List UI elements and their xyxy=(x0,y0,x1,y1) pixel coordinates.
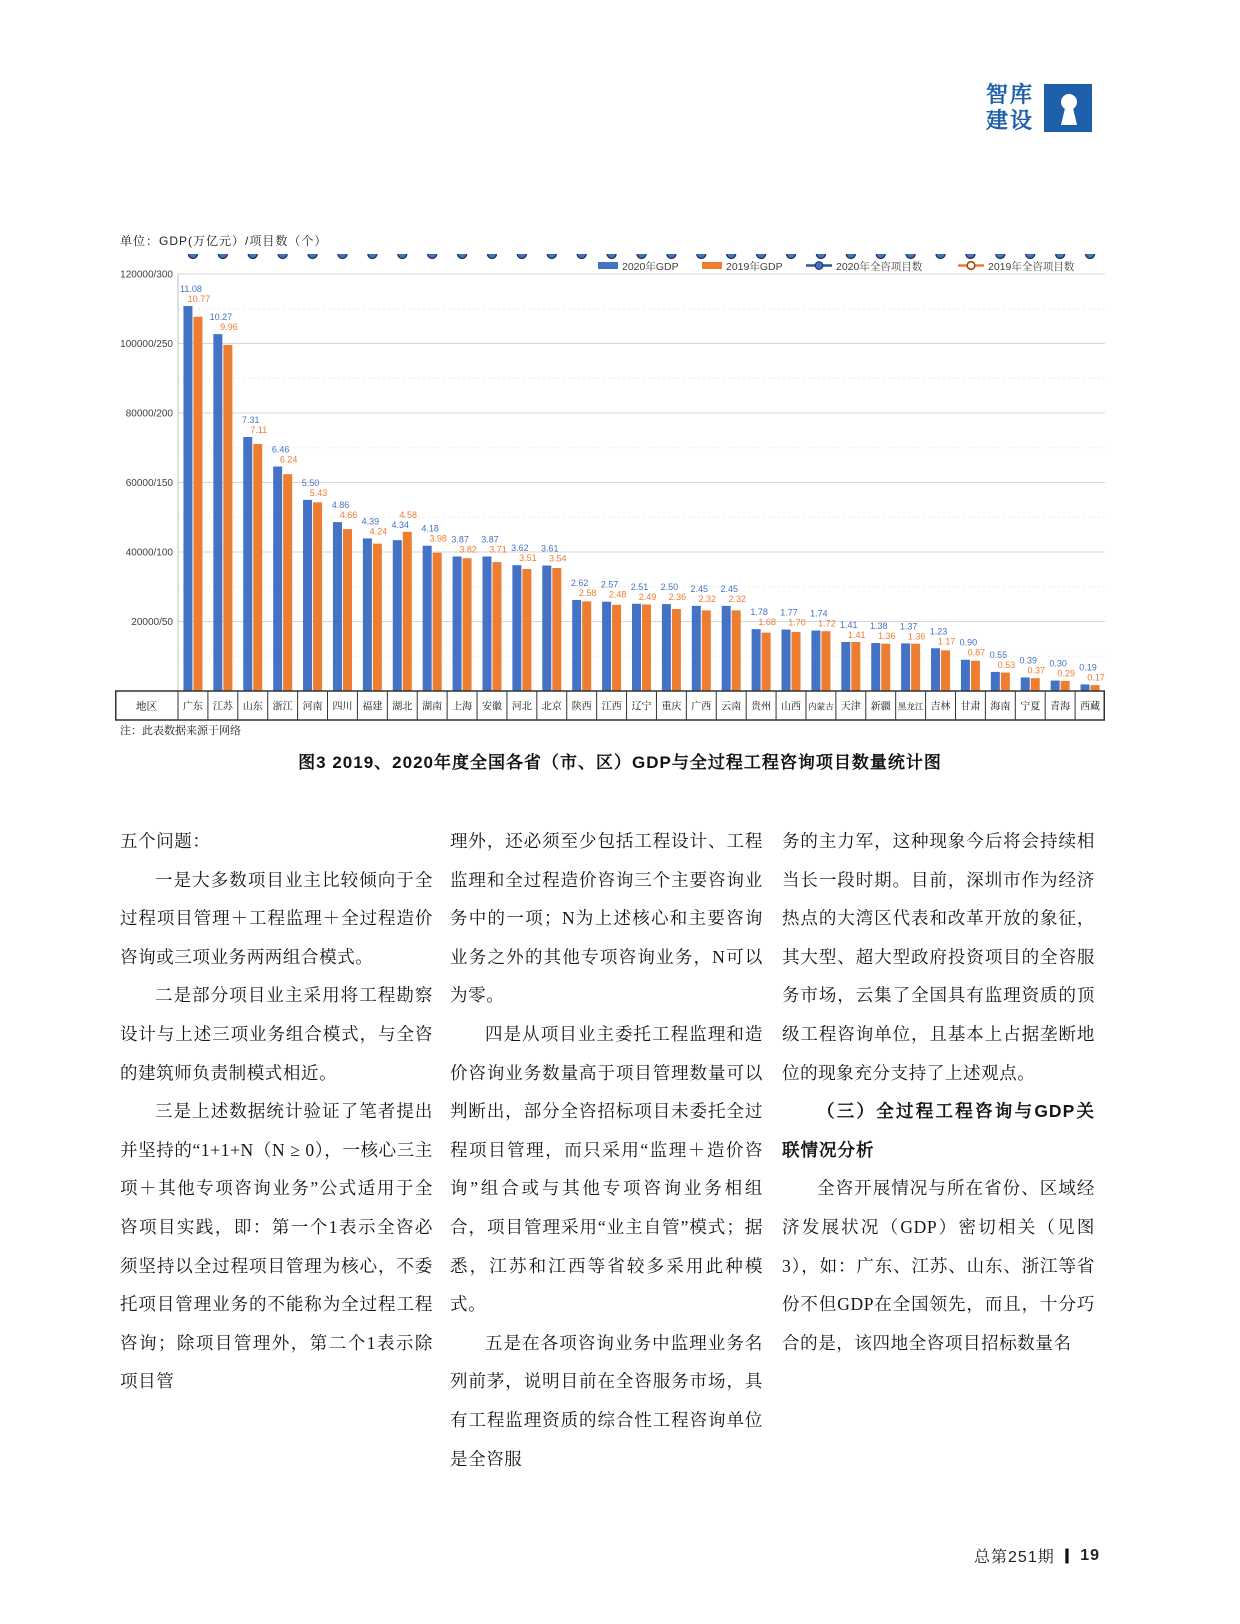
svg-text:浙江: 浙江 xyxy=(272,701,293,713)
svg-text:2.62: 2.62 xyxy=(570,577,589,588)
svg-text:0.39: 0.39 xyxy=(1019,655,1038,666)
svg-text:30 xyxy=(325,254,336,257)
svg-text:13 xyxy=(864,254,875,257)
svg-text:4.66: 4.66 xyxy=(339,510,358,521)
svg-text:辽宁: 辽宁 xyxy=(631,701,652,713)
logo-line1: 智库 xyxy=(985,82,1034,107)
paragraph: 二是部分项目业主采用将工程勘察设计与上述三项业务组合模式，与全咨的建筑师负责制模式相近。 xyxy=(120,985,433,1083)
svg-text:5.50: 5.50 xyxy=(301,477,320,488)
svg-text:湖北: 湖北 xyxy=(392,701,413,713)
text-column-1 xyxy=(120,822,433,1401)
svg-text:18 xyxy=(923,254,934,257)
svg-text:102 xyxy=(410,254,426,257)
svg-text:5 xyxy=(1078,254,1084,257)
svg-text:21 xyxy=(774,254,785,257)
svg-text:广西: 广西 xyxy=(691,701,712,713)
svg-text:6.46: 6.46 xyxy=(271,444,290,455)
svg-text:1.38: 1.38 xyxy=(869,621,888,632)
svg-text:13 xyxy=(385,254,396,257)
svg-text:5 xyxy=(1018,254,1024,257)
svg-text:4.86: 4.86 xyxy=(331,500,350,511)
svg-text:0.29: 0.29 xyxy=(1057,668,1075,679)
svg-text:6 xyxy=(839,254,844,257)
svg-text:16 xyxy=(595,254,606,257)
svg-text:0.37: 0.37 xyxy=(1027,665,1046,676)
svg-text:0.17: 0.17 xyxy=(1087,672,1105,683)
svg-text:西藏: 西藏 xyxy=(1080,701,1101,713)
svg-text:40000/100: 40000/100 xyxy=(125,547,173,559)
svg-text:80000/200: 80000/200 xyxy=(125,408,173,420)
svg-text:3.82: 3.82 xyxy=(459,544,477,555)
figure-caption: 图3 2019、2020年度全国各省（市、区）GDP与全过程工程咨询项目数量统计图 xyxy=(298,753,942,772)
svg-text:3.61: 3.61 xyxy=(541,543,559,554)
paragraph: 四是从项目业主委托工程监理和造价咨询业务数量高于项目管理数量可以判断出，部分全咨招标项目未委托全过程项目管理，而只采用“监理＋造价咨询”组合或与其他专项咨询业务相组合，项目管理采用“业主自管”模式；据悉，江苏和江西等省较多采用此种模式。 xyxy=(450,1023,763,1315)
svg-text:3.87: 3.87 xyxy=(481,534,499,545)
paragraph: 五是在各项咨询业务中监理业务名列前茅，说明目前在全咨服务市场，具有工程监理资质的综合性工程咨询单位是全咨服 xyxy=(450,1332,763,1469)
svg-text:0.90: 0.90 xyxy=(959,637,978,648)
svg-text:13 xyxy=(804,254,815,257)
footer-issue: 总第251期 xyxy=(974,1549,1055,1566)
svg-text:2.32: 2.32 xyxy=(698,593,717,604)
svg-text:贵州: 贵州 xyxy=(751,701,772,713)
svg-text:8 xyxy=(989,254,994,257)
svg-text:河北: 河北 xyxy=(511,701,532,713)
svg-text:广东: 广东 xyxy=(182,701,203,713)
svg-text:14 xyxy=(535,254,546,257)
svg-text:新疆: 新疆 xyxy=(870,701,891,713)
svg-text:安徽: 安徽 xyxy=(481,701,502,713)
paragraph: 务的主力军，这种现象今后将会持续相当长一段时期。目前，深圳市作为经济热点的大湾区代表和改革开放的象征，其大型、超大型政府投资项目的全咨服务市场，云集了全国具有监理资质的顶级工程咨询单位，且基本上占据垄断地位的现象充分支持了上述观点。 xyxy=(782,831,1095,1083)
svg-text:6 xyxy=(450,254,455,257)
journal-logo xyxy=(986,82,1092,134)
svg-text:2019年GDP: 2019年GDP xyxy=(726,261,783,273)
svg-text:3.54: 3.54 xyxy=(549,553,567,564)
page-footer xyxy=(974,1544,1100,1567)
svg-text:3 xyxy=(1048,254,1053,257)
svg-text:河南: 河南 xyxy=(302,701,323,713)
paragraph: 五个问题： xyxy=(120,831,211,851)
svg-text:22 xyxy=(295,254,306,257)
svg-text:四川: 四川 xyxy=(332,701,353,713)
svg-text:0.87: 0.87 xyxy=(967,647,986,658)
keyhole-logo-icon xyxy=(1044,84,1092,132)
svg-text:2.58: 2.58 xyxy=(578,587,597,598)
svg-text:1.41: 1.41 xyxy=(840,620,858,631)
svg-text:60000/150: 60000/150 xyxy=(125,478,173,489)
svg-text:2.36: 2.36 xyxy=(668,592,687,603)
svg-text:4.18: 4.18 xyxy=(421,523,439,534)
footer-page-number: 19 xyxy=(1080,1546,1100,1564)
svg-text:100000/250: 100000/250 xyxy=(120,339,173,350)
svg-text:山东: 山东 xyxy=(242,701,263,713)
svg-text:137 xyxy=(171,254,187,257)
svg-text:4.34: 4.34 xyxy=(391,519,410,530)
svg-text:147 xyxy=(200,254,216,257)
svg-text:49 xyxy=(684,254,695,257)
svg-text:0.53: 0.53 xyxy=(997,659,1016,670)
svg-text:11.08: 11.08 xyxy=(180,283,202,294)
svg-text:湖南: 湖南 xyxy=(422,701,443,713)
svg-text:内蒙古: 内蒙古 xyxy=(808,701,834,712)
chart-unit-label: 单位：GDP(万亿元）/项目数（个） xyxy=(120,234,328,248)
svg-text:1.36: 1.36 xyxy=(877,631,896,642)
paragraph: 全咨开展情况与所在省份、区域经济发展状况（GDP）密切相关（见图3），如：广东、江苏、山东、浙江等省份不但GDP在全国领先，而且，十分巧合的是，该四地全咨项目招标数量名 xyxy=(782,1178,1095,1353)
svg-text:10 xyxy=(953,254,964,257)
svg-text:1.68: 1.68 xyxy=(758,617,776,628)
paragraph: 一是大多数项目业主比较倾向于全过程项目管理＋工程监理＋全过程造价咨询或三项业务两两组合模式。 xyxy=(120,869,433,967)
svg-text:4.39: 4.39 xyxy=(361,516,380,527)
svg-text:北京: 北京 xyxy=(541,701,562,713)
svg-text:10.27: 10.27 xyxy=(209,312,233,323)
svg-text:2.50: 2.50 xyxy=(660,582,679,593)
svg-text:10.77: 10.77 xyxy=(187,293,211,304)
svg-text:甘肃: 甘肃 xyxy=(960,701,981,713)
svg-text:福建: 福建 xyxy=(362,701,383,713)
svg-text:21 xyxy=(475,254,486,257)
svg-text:18 xyxy=(355,254,366,257)
svg-text:江苏: 江苏 xyxy=(212,701,233,713)
svg-text:7.31: 7.31 xyxy=(241,414,260,425)
svg-text:青海: 青海 xyxy=(1050,701,1071,713)
svg-text:陕西: 陕西 xyxy=(571,701,592,713)
paragraph: 理外，还必须至少包括工程设计、工程监理和全过程造价咨询三个主要咨询业务中的一项；N为上述核心和主要咨询业务之外的其他专项咨询业务，N可以为零。 xyxy=(450,831,763,1006)
svg-text:天津: 天津 xyxy=(840,701,861,713)
svg-text:1.78: 1.78 xyxy=(750,607,768,618)
logo-text xyxy=(986,82,1034,134)
svg-text:3.98: 3.98 xyxy=(429,533,447,544)
svg-text:5.43: 5.43 xyxy=(309,487,328,498)
paragraph: 三是上述数据统计验证了笔者提出并坚持的“1+1+N（N ≥ 0），一核心三主项＋其他专项咨询业务”公式适用于全咨项目实践，即：第一个1表示全咨必须坚持以全过程项目管理为核心，不委托项目管理业务的不能称为全过程工程咨询；除项目管理外，第二个1表示除项目管 xyxy=(120,1101,433,1392)
svg-text:15 xyxy=(894,254,905,257)
svg-text:0.30: 0.30 xyxy=(1049,658,1067,669)
svg-text:1.77: 1.77 xyxy=(780,607,798,618)
svg-text:1.74: 1.74 xyxy=(810,608,828,619)
svg-text:3.62: 3.62 xyxy=(511,543,529,554)
text-column-3 xyxy=(782,822,1095,1362)
svg-text:3.51: 3.51 xyxy=(519,553,537,564)
svg-text:37 xyxy=(505,254,516,257)
svg-text:20000/50: 20000/50 xyxy=(131,617,173,628)
svg-text:江西: 江西 xyxy=(601,701,622,713)
svg-text:6.24: 6.24 xyxy=(279,454,298,465)
paragraph: （三）全过程工程咨询与GDP关联情况分析 xyxy=(782,1101,1095,1160)
svg-text:1.41: 1.41 xyxy=(848,630,866,641)
footer-separator: | xyxy=(1063,1546,1072,1564)
svg-text:1.17: 1.17 xyxy=(937,636,956,647)
svg-text:2.51: 2.51 xyxy=(630,581,649,592)
svg-text:0.19: 0.19 xyxy=(1079,662,1097,673)
svg-text:4.24: 4.24 xyxy=(369,526,388,537)
svg-text:2020年全咨项目数: 2020年全咨项目数 xyxy=(836,261,923,273)
svg-text:地区: 地区 xyxy=(136,700,157,713)
svg-text:1.70: 1.70 xyxy=(788,617,806,628)
svg-text:2020年GDP: 2020年GDP xyxy=(622,261,679,273)
svg-text:9.96: 9.96 xyxy=(220,322,238,333)
svg-text:宁夏: 宁夏 xyxy=(1020,701,1041,713)
svg-text:1.37: 1.37 xyxy=(899,621,918,632)
svg-text:2.45: 2.45 xyxy=(690,583,709,594)
svg-text:120000/300: 120000/300 xyxy=(120,269,173,281)
svg-text:云南: 云南 xyxy=(721,701,742,713)
svg-text:0.55: 0.55 xyxy=(989,649,1008,660)
svg-text:1.23: 1.23 xyxy=(929,626,948,637)
svg-text:26 xyxy=(654,254,665,257)
svg-text:1.72: 1.72 xyxy=(818,618,836,629)
svg-text:2.45: 2.45 xyxy=(720,583,738,594)
svg-text:1.36: 1.36 xyxy=(907,631,926,642)
svg-text:2.49: 2.49 xyxy=(638,591,657,602)
text-column-2 xyxy=(450,822,763,1478)
svg-text:海南: 海南 xyxy=(990,701,1011,713)
svg-text:114 xyxy=(231,254,247,257)
svg-text:16 xyxy=(744,254,755,257)
gdp-projects-chart xyxy=(115,254,1105,746)
svg-text:吉林: 吉林 xyxy=(930,701,951,713)
svg-text:2019年全咨项目数: 2019年全咨项目数 xyxy=(988,261,1075,273)
svg-text:2.48: 2.48 xyxy=(608,589,627,600)
chart-source-note: 注：此表数据来源于网络 xyxy=(120,725,241,737)
svg-text:2.57: 2.57 xyxy=(600,579,619,590)
svg-text:9 xyxy=(630,254,635,257)
svg-text:3.87: 3.87 xyxy=(451,534,469,545)
svg-text:黑龙江: 黑龙江 xyxy=(897,701,924,712)
svg-text:上海: 上海 xyxy=(452,701,473,713)
svg-text:重庆: 重庆 xyxy=(661,701,682,713)
logo-line2: 建设 xyxy=(985,108,1034,133)
svg-text:山西: 山西 xyxy=(781,701,802,713)
svg-text:4.58: 4.58 xyxy=(399,509,418,520)
svg-text:280 xyxy=(260,254,276,257)
svg-text:3.71: 3.71 xyxy=(489,544,507,555)
svg-text:21 xyxy=(714,254,725,257)
svg-text:7.11: 7.11 xyxy=(250,424,268,435)
svg-text:2.32: 2.32 xyxy=(728,593,746,604)
svg-text:14 xyxy=(565,254,576,257)
